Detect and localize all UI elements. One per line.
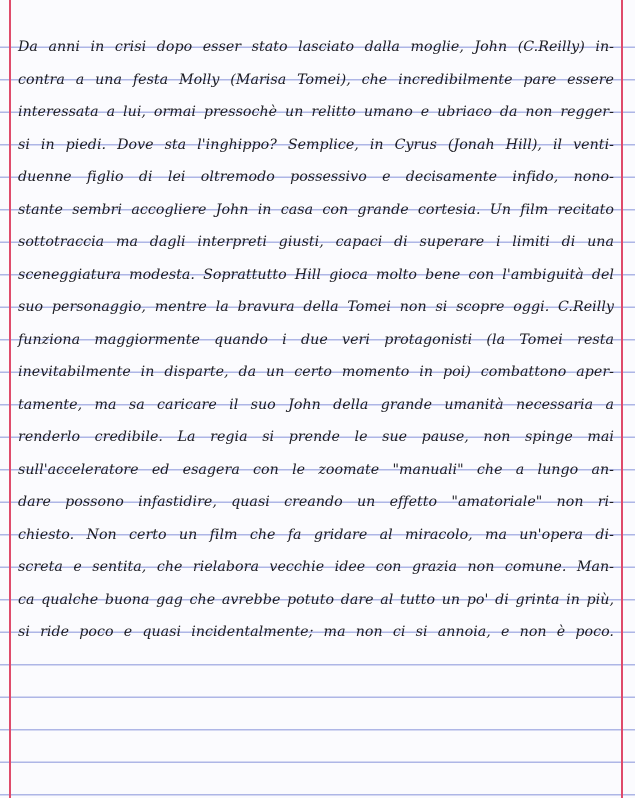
text-line: renderlo credibile. La regia si prende le sue pause, non spinge mai bbox=[18, 429, 614, 445]
text-line: inevitabilmente in disparte, da un certo momento in poi) combattono aper- bbox=[18, 364, 614, 380]
text-line: Da anni in crisi dopo esser stato lasciato dalla moglie, John (C.Reilly) in- bbox=[18, 39, 614, 55]
text-line: ca qualche buona gag che avrebbe potuto dare al tutto un po' di grinta in più, bbox=[18, 591, 614, 608]
right-margin-line bbox=[621, 0, 623, 798]
text-line: funziona maggiormente quando i due veri protagonisti (la Tomei resta bbox=[18, 331, 614, 348]
text-line: suo personaggio, mentre la bravura della Tomei non si scopre oggi. C.Reilly bbox=[18, 299, 614, 315]
left-margin-line bbox=[9, 0, 11, 798]
text-line: sceneggiatura modesta. Soprattutto Hill gioca molto bene con l'ambiguità del bbox=[18, 266, 614, 283]
text-line: interessata a lui, ormai pressochè un relitto umano e ubriaco da non regger- bbox=[18, 104, 614, 120]
text-line: stante sembri accogliere John in casa con grande cortesia. Un film recitato bbox=[18, 201, 614, 218]
handwritten-review-text bbox=[18, 31, 614, 649]
text-line: contra a una festa Molly (Marisa Tomei), che incredibilmente pare essere bbox=[18, 71, 614, 88]
text-line: sottotraccia ma dagli interpreti giusti, capaci di superare i limiti di una bbox=[18, 234, 614, 250]
text-line: si ride poco e quasi incidentalmente; ma non ci si annoia, e non è poco. bbox=[18, 624, 614, 640]
text-line: duenne figlio di lei oltremodo possessivo e decisamente infido, nono- bbox=[18, 169, 614, 185]
text-line: screta e sentita, che rielabora vecchie idee con grazia non comune. Man- bbox=[18, 559, 614, 575]
text-line: dare possono infastidire, quasi creando un effetto "amatoriale" non ri- bbox=[18, 494, 614, 510]
text-line: si in piedi. Dove sta l'inghippo? Semplice, in Cyrus (Jonah Hill), il venti- bbox=[18, 136, 614, 153]
text-line: chiesto. Non certo un film che fa gridare al miracolo, ma un'opera di- bbox=[18, 526, 614, 543]
text-line: sull'acceleratore ed esagera con le zoomate "manuali" che a lungo an- bbox=[18, 461, 614, 478]
text-line: tamente, ma sa caricare il suo John della grande umanità necessaria a bbox=[18, 396, 614, 413]
